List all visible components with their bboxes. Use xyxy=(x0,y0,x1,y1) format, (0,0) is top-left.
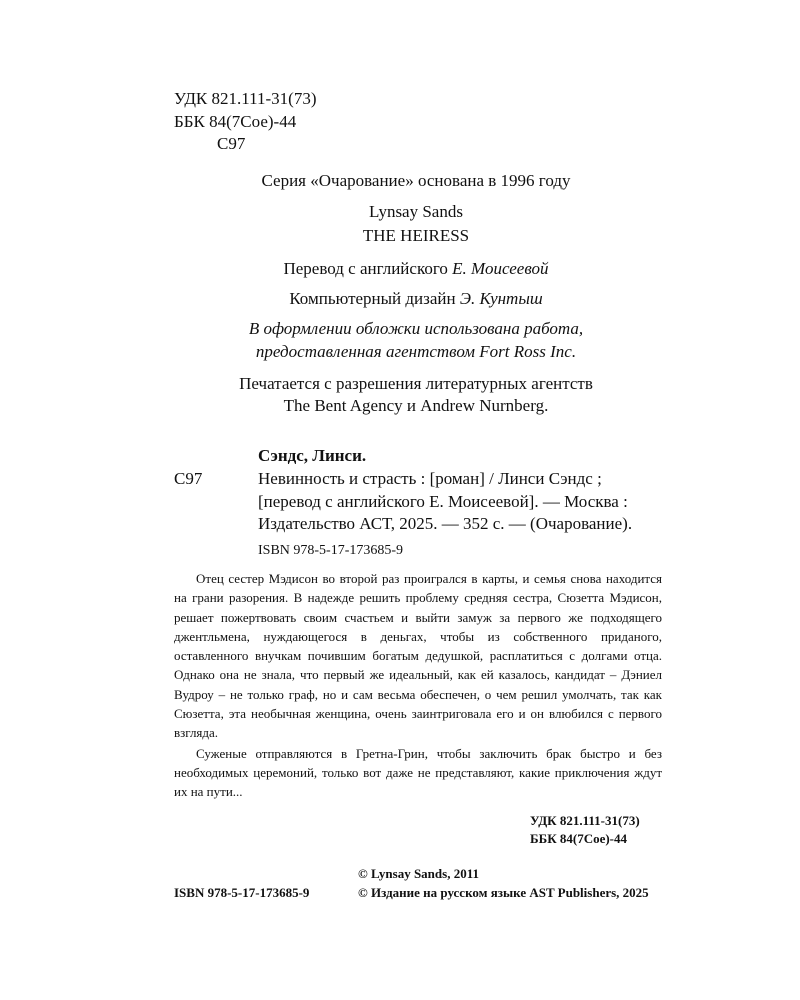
footer-udk: УДК 821.111-31(73) xyxy=(530,813,640,828)
cover-note-line1: В оформлении обложки использована работа, xyxy=(248,319,584,338)
design-label: Компьютерный дизайн xyxy=(289,289,456,308)
translation-credit xyxy=(0,259,800,279)
original-author: Lynsay Sands xyxy=(369,202,463,221)
author-sign: С97 xyxy=(217,134,246,153)
udk-code: УДК 821.111-31(73) xyxy=(174,89,317,108)
catalog-author-heading: Сэндс, Линси. xyxy=(258,446,367,465)
translator-name: Е. Моисеевой xyxy=(452,259,549,278)
design-credit xyxy=(0,289,800,309)
permission-line2: The Bent Agency и Andrew Nurnberg. xyxy=(283,396,549,415)
annotation-paragraph-2: Суженые отправляются в Гретна-Грин, чтобы заключить брак быстро и без необходимых церемоний, только вот даже не представляют, какие приключения ждут их на пути... xyxy=(174,745,662,800)
copyright-isbn: ISBN 978-5-17-173685-9 xyxy=(174,885,310,900)
copyright-line-1: © Lynsay Sands, 2011 xyxy=(358,866,479,881)
copyright-line-2: © Издание на русском языке AST Publishers, 2025 xyxy=(358,885,649,900)
catalog-line-3: Издательство АСТ, 2025. — 352 с. — (Очарование). xyxy=(258,514,633,533)
bbk-code: ББК 84(7Сое)-44 xyxy=(174,112,297,131)
cover-note-line2: предоставленная агентством Fort Ross Inc. xyxy=(255,342,577,361)
series-line: Серия «Очарование» основана в 1996 году xyxy=(261,171,571,190)
annotation xyxy=(174,569,662,802)
translation-label: Перевод с английского xyxy=(283,259,448,278)
catalog-line-2: [перевод с английского Е. Моисеевой]. — Москва : xyxy=(258,492,628,511)
catalog-isbn: ISBN 978-5-17-173685-9 xyxy=(258,543,404,558)
catalog-code: С97 xyxy=(174,469,203,488)
annotation-paragraph-1: Отец сестер Мэдисон во второй раз проигрался в карты, и семья снова находится на грани разорения. В надежде решить проблему средняя сестра, Сюзетта Мэдисон, решает пожертвовать своим счастьем и выйти замуж за первого же подходящего джентльмена, нуждающегося в деньгах, чтобы из собственного приданого, оставленного внучкам почившим богатым дедушкой, расплатиться с долгами отца. Однако она не знала, что первый же идеальный, как ей казалось, кандидат – Дэниел Вудроу – не только граф, но и сам весьма обеспечен, о чем решил умолчать, так как Сюзетта, эта необычная женщина, очень заинтриговала его и он влюбился с первого взгляда. xyxy=(174,571,662,741)
designer-name: Э. Кунтыш xyxy=(459,289,543,308)
permission-line1: Печатается с разрешения литературных агентств xyxy=(239,374,593,393)
catalog-line-1: Невинность и страсть : [роман] / Линси Сэндс ; xyxy=(258,469,602,488)
original-title: THE HEIRESS xyxy=(362,226,470,245)
footer-bbk: ББК 84(7Сое)-44 xyxy=(530,831,628,846)
